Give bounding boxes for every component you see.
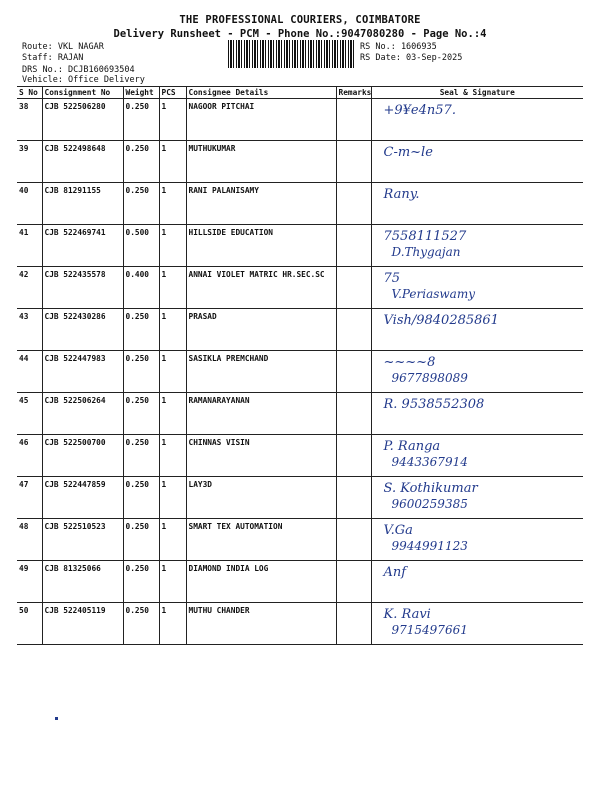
consignment-number: CJB 81325066 <box>42 561 123 603</box>
signature-cell <box>371 141 583 183</box>
weight: 0.250 <box>123 99 159 141</box>
pieces: 1 <box>159 519 186 561</box>
table-row <box>17 141 583 183</box>
handwritten-signature: +9¥e4n57. <box>383 103 456 118</box>
table-row <box>17 477 583 519</box>
remarks-cell <box>336 393 371 435</box>
weight: 0.250 <box>123 309 159 351</box>
pieces: 1 <box>159 561 186 603</box>
consignment-number: CJB 522435578 <box>42 267 123 309</box>
pieces: 1 <box>159 477 186 519</box>
weight: 0.250 <box>123 393 159 435</box>
drs-number: DRS No.: DCJB160693504 <box>22 65 135 75</box>
pieces: 1 <box>159 309 186 351</box>
consignee-name: DIAMOND INDIA LOG <box>186 561 336 603</box>
staff-label: Staff: RAJAN <box>22 53 84 63</box>
pieces: 1 <box>159 603 186 645</box>
signature-cell <box>371 435 583 477</box>
consignee-name: ANNAI VIOLET MATRIC HR.SEC.SC <box>186 267 336 309</box>
table-row <box>17 351 583 393</box>
weight: 0.250 <box>123 141 159 183</box>
signature-cell <box>371 393 583 435</box>
table-row <box>17 435 583 477</box>
consignment-number: CJB 522506264 <box>42 393 123 435</box>
serial-number: 46 <box>17 435 42 477</box>
handwritten-signature: Anf <box>383 565 407 580</box>
remarks-cell <box>336 225 371 267</box>
table-row <box>17 309 583 351</box>
ink-mark <box>55 717 58 720</box>
remarks-cell <box>336 351 371 393</box>
column-header: S No <box>17 87 42 99</box>
remarks-cell <box>336 183 371 225</box>
consignment-number: CJB 522405119 <box>42 603 123 645</box>
serial-number: 44 <box>17 351 42 393</box>
handwritten-signature: ~~~~8 <box>383 355 436 370</box>
remarks-cell <box>336 267 371 309</box>
consignee-name: NAGOOR PITCHAI <box>186 99 336 141</box>
barcode-image <box>228 40 356 68</box>
table-row <box>17 519 583 561</box>
consignment-number: CJB 522447983 <box>42 351 123 393</box>
remarks-cell <box>336 435 371 477</box>
handwritten-signature: 7558111527 <box>383 229 467 244</box>
remarks-cell <box>336 141 371 183</box>
pieces: 1 <box>159 225 186 267</box>
column-header: Remarks <box>336 87 371 99</box>
consignment-number: CJB 522469741 <box>42 225 123 267</box>
serial-number: 45 <box>17 393 42 435</box>
serial-number: 42 <box>17 267 42 309</box>
consignee-name: RANI PALANISAMY <box>186 183 336 225</box>
consignee-name: RAMANARAYANAN <box>186 393 336 435</box>
consignee-name: MUTHUKUMAR <box>186 141 336 183</box>
handwritten-signature: R. 9538552308 <box>383 397 485 412</box>
pieces: 1 <box>159 141 186 183</box>
remarks-cell <box>336 99 371 141</box>
table-row <box>17 603 583 645</box>
serial-number: 49 <box>17 561 42 603</box>
handwritten-signature: Rany. <box>383 187 420 202</box>
consignee-name: CHINNAS VISIN <box>186 435 336 477</box>
column-header: Consignee Details <box>186 87 336 99</box>
consignment-number: CJB 522506280 <box>42 99 123 141</box>
signature-cell <box>371 99 583 141</box>
runsheet-subtitle: Delivery Runsheet - PCM - Phone No.:9047080280 - Page No.:4 <box>113 28 487 40</box>
handwritten-phone: V.Periaswamy <box>391 287 475 301</box>
signature-cell <box>371 351 583 393</box>
rs-number: RS No.: 1606935 <box>360 42 437 52</box>
weight: 0.250 <box>123 561 159 603</box>
handwritten-signature: 75 <box>383 271 401 286</box>
signature-cell <box>371 309 583 351</box>
serial-number: 50 <box>17 603 42 645</box>
table-row <box>17 393 583 435</box>
pieces: 1 <box>159 183 186 225</box>
remarks-cell <box>336 477 371 519</box>
remarks-cell <box>336 603 371 645</box>
consignee-name: MUTHU CHANDER <box>186 603 336 645</box>
signature-cell <box>371 603 583 645</box>
route-label: Route: VKL NAGAR <box>22 42 104 52</box>
consignment-number: CJB 81291155 <box>42 183 123 225</box>
handwritten-signature: Vish/9840285861 <box>383 313 499 328</box>
consignment-number: CJB 522447859 <box>42 477 123 519</box>
table-header-row <box>17 87 583 99</box>
weight: 0.500 <box>123 225 159 267</box>
signature-cell <box>371 183 583 225</box>
serial-number: 41 <box>17 225 42 267</box>
handwritten-signature: S. Kothikumar <box>383 481 478 496</box>
weight: 0.400 <box>123 267 159 309</box>
table-row <box>17 561 583 603</box>
weight: 0.250 <box>123 603 159 645</box>
handwritten-signature: P. Ranga <box>383 439 441 454</box>
company-title: THE PROFESSIONAL COURIERS, COIMBATORE <box>179 14 421 26</box>
handwritten-phone: D.Thygajan <box>391 245 461 259</box>
serial-number: 40 <box>17 183 42 225</box>
handwritten-phone: 9677898089 <box>391 371 468 385</box>
consignee-name: LAY3D <box>186 477 336 519</box>
table-row <box>17 99 583 141</box>
handwritten-signature: K. Ravi <box>383 607 431 622</box>
remarks-cell <box>336 519 371 561</box>
vehicle-label: Vehicle: Office Delivery <box>22 75 145 85</box>
column-header: PCS <box>159 87 186 99</box>
pieces: 1 <box>159 267 186 309</box>
serial-number: 47 <box>17 477 42 519</box>
weight: 0.250 <box>123 519 159 561</box>
serial-number: 38 <box>17 99 42 141</box>
column-header: Weight <box>123 87 159 99</box>
handwritten-signature: V.Ga <box>383 523 413 538</box>
handwritten-phone: 9944991123 <box>391 539 468 553</box>
consignee-name: PRASAD <box>186 309 336 351</box>
pieces: 1 <box>159 393 186 435</box>
pieces: 1 <box>159 99 186 141</box>
remarks-cell <box>336 309 371 351</box>
serial-number: 48 <box>17 519 42 561</box>
signature-cell <box>371 225 583 267</box>
handwritten-phone: 9600259385 <box>391 497 468 511</box>
weight: 0.250 <box>123 435 159 477</box>
signature-cell <box>371 477 583 519</box>
handwritten-signature: C-m~le <box>383 145 433 160</box>
remarks-cell <box>336 561 371 603</box>
pieces: 1 <box>159 435 186 477</box>
consignment-number: CJB 522430286 <box>42 309 123 351</box>
consignment-number: CJB 522510523 <box>42 519 123 561</box>
rs-date: RS Date: 03-Sep-2025 <box>360 53 463 63</box>
consignee-name: SMART TEX AUTOMATION <box>186 519 336 561</box>
table-row <box>17 183 583 225</box>
consignment-number: CJB 522500700 <box>42 435 123 477</box>
runsheet-table <box>17 86 583 645</box>
weight: 0.250 <box>123 183 159 225</box>
signature-cell <box>371 561 583 603</box>
serial-number: 43 <box>17 309 42 351</box>
table-row <box>17 225 583 267</box>
handwritten-phone: 9715497661 <box>391 623 468 637</box>
column-header: Seal & Signature <box>371 87 583 99</box>
signature-cell <box>371 267 583 309</box>
handwritten-phone: 9443367914 <box>391 455 468 469</box>
signature-cell <box>371 519 583 561</box>
weight: 0.250 <box>123 477 159 519</box>
table-row <box>17 267 583 309</box>
consignment-number: CJB 522498648 <box>42 141 123 183</box>
column-header: Consignment No <box>42 87 123 99</box>
consignee-name: SASIKLA PREMCHAND <box>186 351 336 393</box>
serial-number: 39 <box>17 141 42 183</box>
consignee-name: HILLSIDE EDUCATION <box>186 225 336 267</box>
pieces: 1 <box>159 351 186 393</box>
weight: 0.250 <box>123 351 159 393</box>
